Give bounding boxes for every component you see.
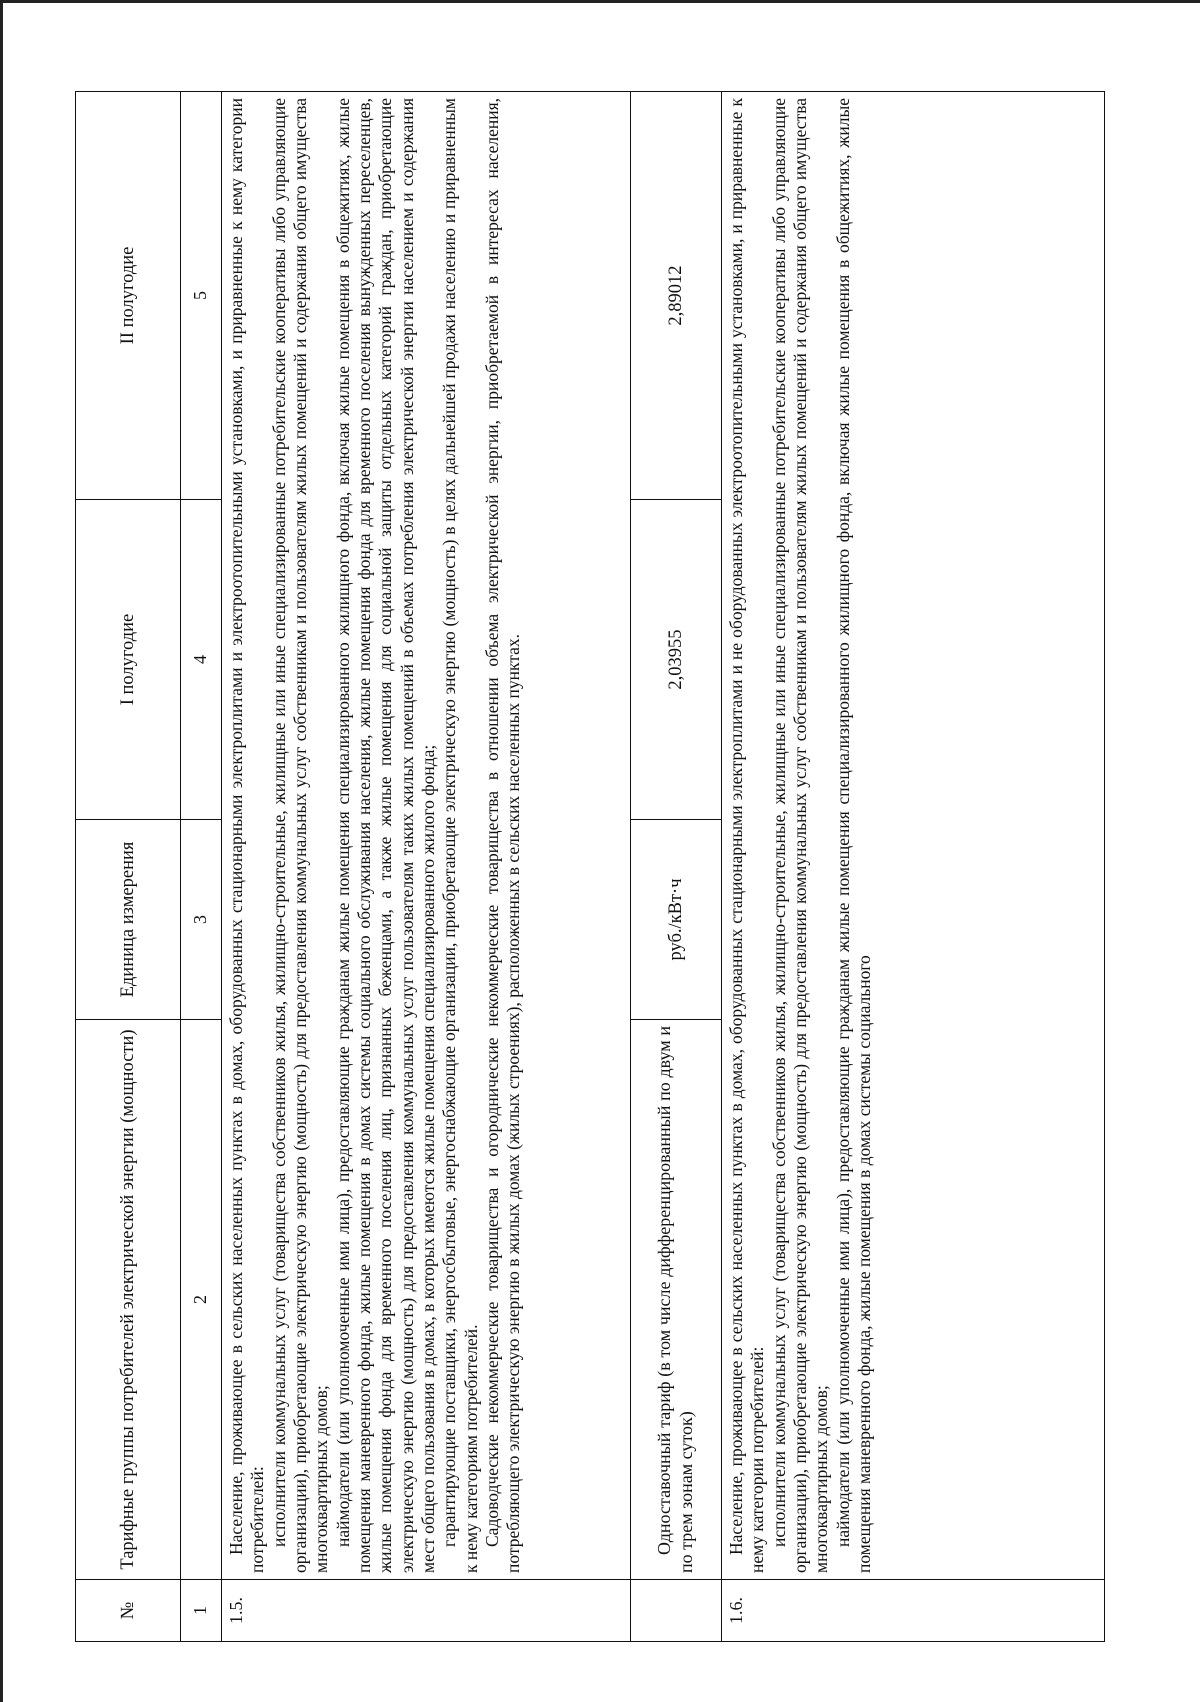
paragraph: наймодатели (или уполномоченные ими лица), предоставляющие гражданам жилые помещения специализированного жилищного фонда, включая жилые помещения в общежитиях, жилые помещения маневренного фонда, жилые помещения в домах системы социального <box>832 98 875 1573</box>
header-half1: I полугодие <box>76 500 181 820</box>
paragraph: исполнители коммунальных услуг (товарищества собственников жилья, жилищно-строительные, жилищные или иные специализированные потребительские кооперативы либо управляющие организации), приобретающие электрическую энергию (мощность) для предоставления коммунальных услуг собственникам и пользователям жилых помещений и содержания общего имущества многоквартирных домов; <box>768 98 832 1573</box>
paragraph: Население, проживающее в сельских населенных пунктах в домах, оборудованных стационарными электроплитами и электроотопительными установками, и приравненные к нему категории потребителей: <box>226 98 268 1573</box>
row-description <box>222 92 631 1580</box>
header-row <box>76 92 181 1642</box>
header-half2: II полугодие <box>76 92 181 500</box>
row-number: 1.5. <box>222 1580 631 1642</box>
table-row-1-5 <box>222 92 631 1642</box>
column-number: 2 <box>181 1020 222 1580</box>
header-group: Тарифные группы потребителей электрической энергии (мощности) <box>76 1020 181 1580</box>
paragraph: Садоводческие некоммерческие товарищества и огороднические некоммерческие товарищества в отношении объема электрической энергии, приобретаемой в интересах населения, потребляющего электрическую энергию в жилых домах (жилых строениях), расположенных в сельских населенных пунктах. <box>482 98 524 1573</box>
tariff-unit: руб./кВт·ч <box>631 820 722 1020</box>
tariff-table <box>75 91 1105 1642</box>
scan-edge-left <box>0 0 3 1702</box>
column-number: 1 <box>181 1580 222 1642</box>
table-row-tariff <box>631 92 722 1642</box>
column-number: 5 <box>181 92 222 500</box>
tariff-name <box>631 1020 722 1580</box>
paragraph: гарантирующие поставщики, энергосбытовые, энергоснабжающие организации, приобретающие электрическую энергию (мощность) в целях дальнейшей продажи населению и приравненным к нему категориям потребителей. <box>439 98 481 1573</box>
rotated-page <box>75 92 1105 1642</box>
header-no: № <box>76 1580 181 1642</box>
table-row-1-6 <box>722 92 1105 1642</box>
empty-cell <box>631 1580 722 1642</box>
tariff-value-half1: 2,03955 <box>631 500 722 820</box>
paragraph: исполнители коммунальных услуг (товарищества собственников жилья, жилищно-строительные, жилищные или иные специализированные потребительские кооперативы либо управляющие организации), приобретающие электрическую энергию (мощность) для предоставления коммунальных услуг собственникам и пользователям жилых помещений и содержания общего имущества многоквартирных домов; <box>268 98 332 1573</box>
column-numbers-row <box>181 92 222 1642</box>
column-number: 3 <box>181 820 222 1020</box>
column-number: 4 <box>181 500 222 820</box>
row-description <box>722 92 1105 1580</box>
scan-edge-top <box>0 0 1200 3</box>
paragraph: Население, проживающее в сельских населенных пунктах в домах, оборудованных стационарными электроплитами и не оборудованных электроотопительными установками, и приравненные к нему категории потребителей: <box>726 98 768 1573</box>
header-unit: Единица измерения <box>76 820 181 1020</box>
paragraph: наймодатели (или уполномоченные ими лица), предоставляющие гражданам жилые помещения специализированного жилищного фонда, включая жилые помещения в общежитиях, жилые помещения маневренного фонда, жилые помещения в домах системы социального обслуживания населения, жилые помещения фонда для временного поселения вынужденных переселенцев, жилые помещения фонда для временного поселения лиц, признанных беженцами, а также жилые помещения для социальной защиты отдельных категорий граждан, приобретающие электрическую энергию (мощность) для предоставления коммунальных услуг пользователям таких жилых помещений в объемах потребления электрической энергии населением и содержания мест общего пользования в домах, в которых имеются жилые помещения специализированного жилого фонда; <box>332 98 439 1573</box>
row-number: 1.6. <box>722 1580 1105 1642</box>
tariff-value-half2: 2,89012 <box>631 92 722 500</box>
tariff-name-text: Одноставочный тариф (в том числе дифференцированный по двум и по трем зонам суток) <box>654 1026 696 1573</box>
